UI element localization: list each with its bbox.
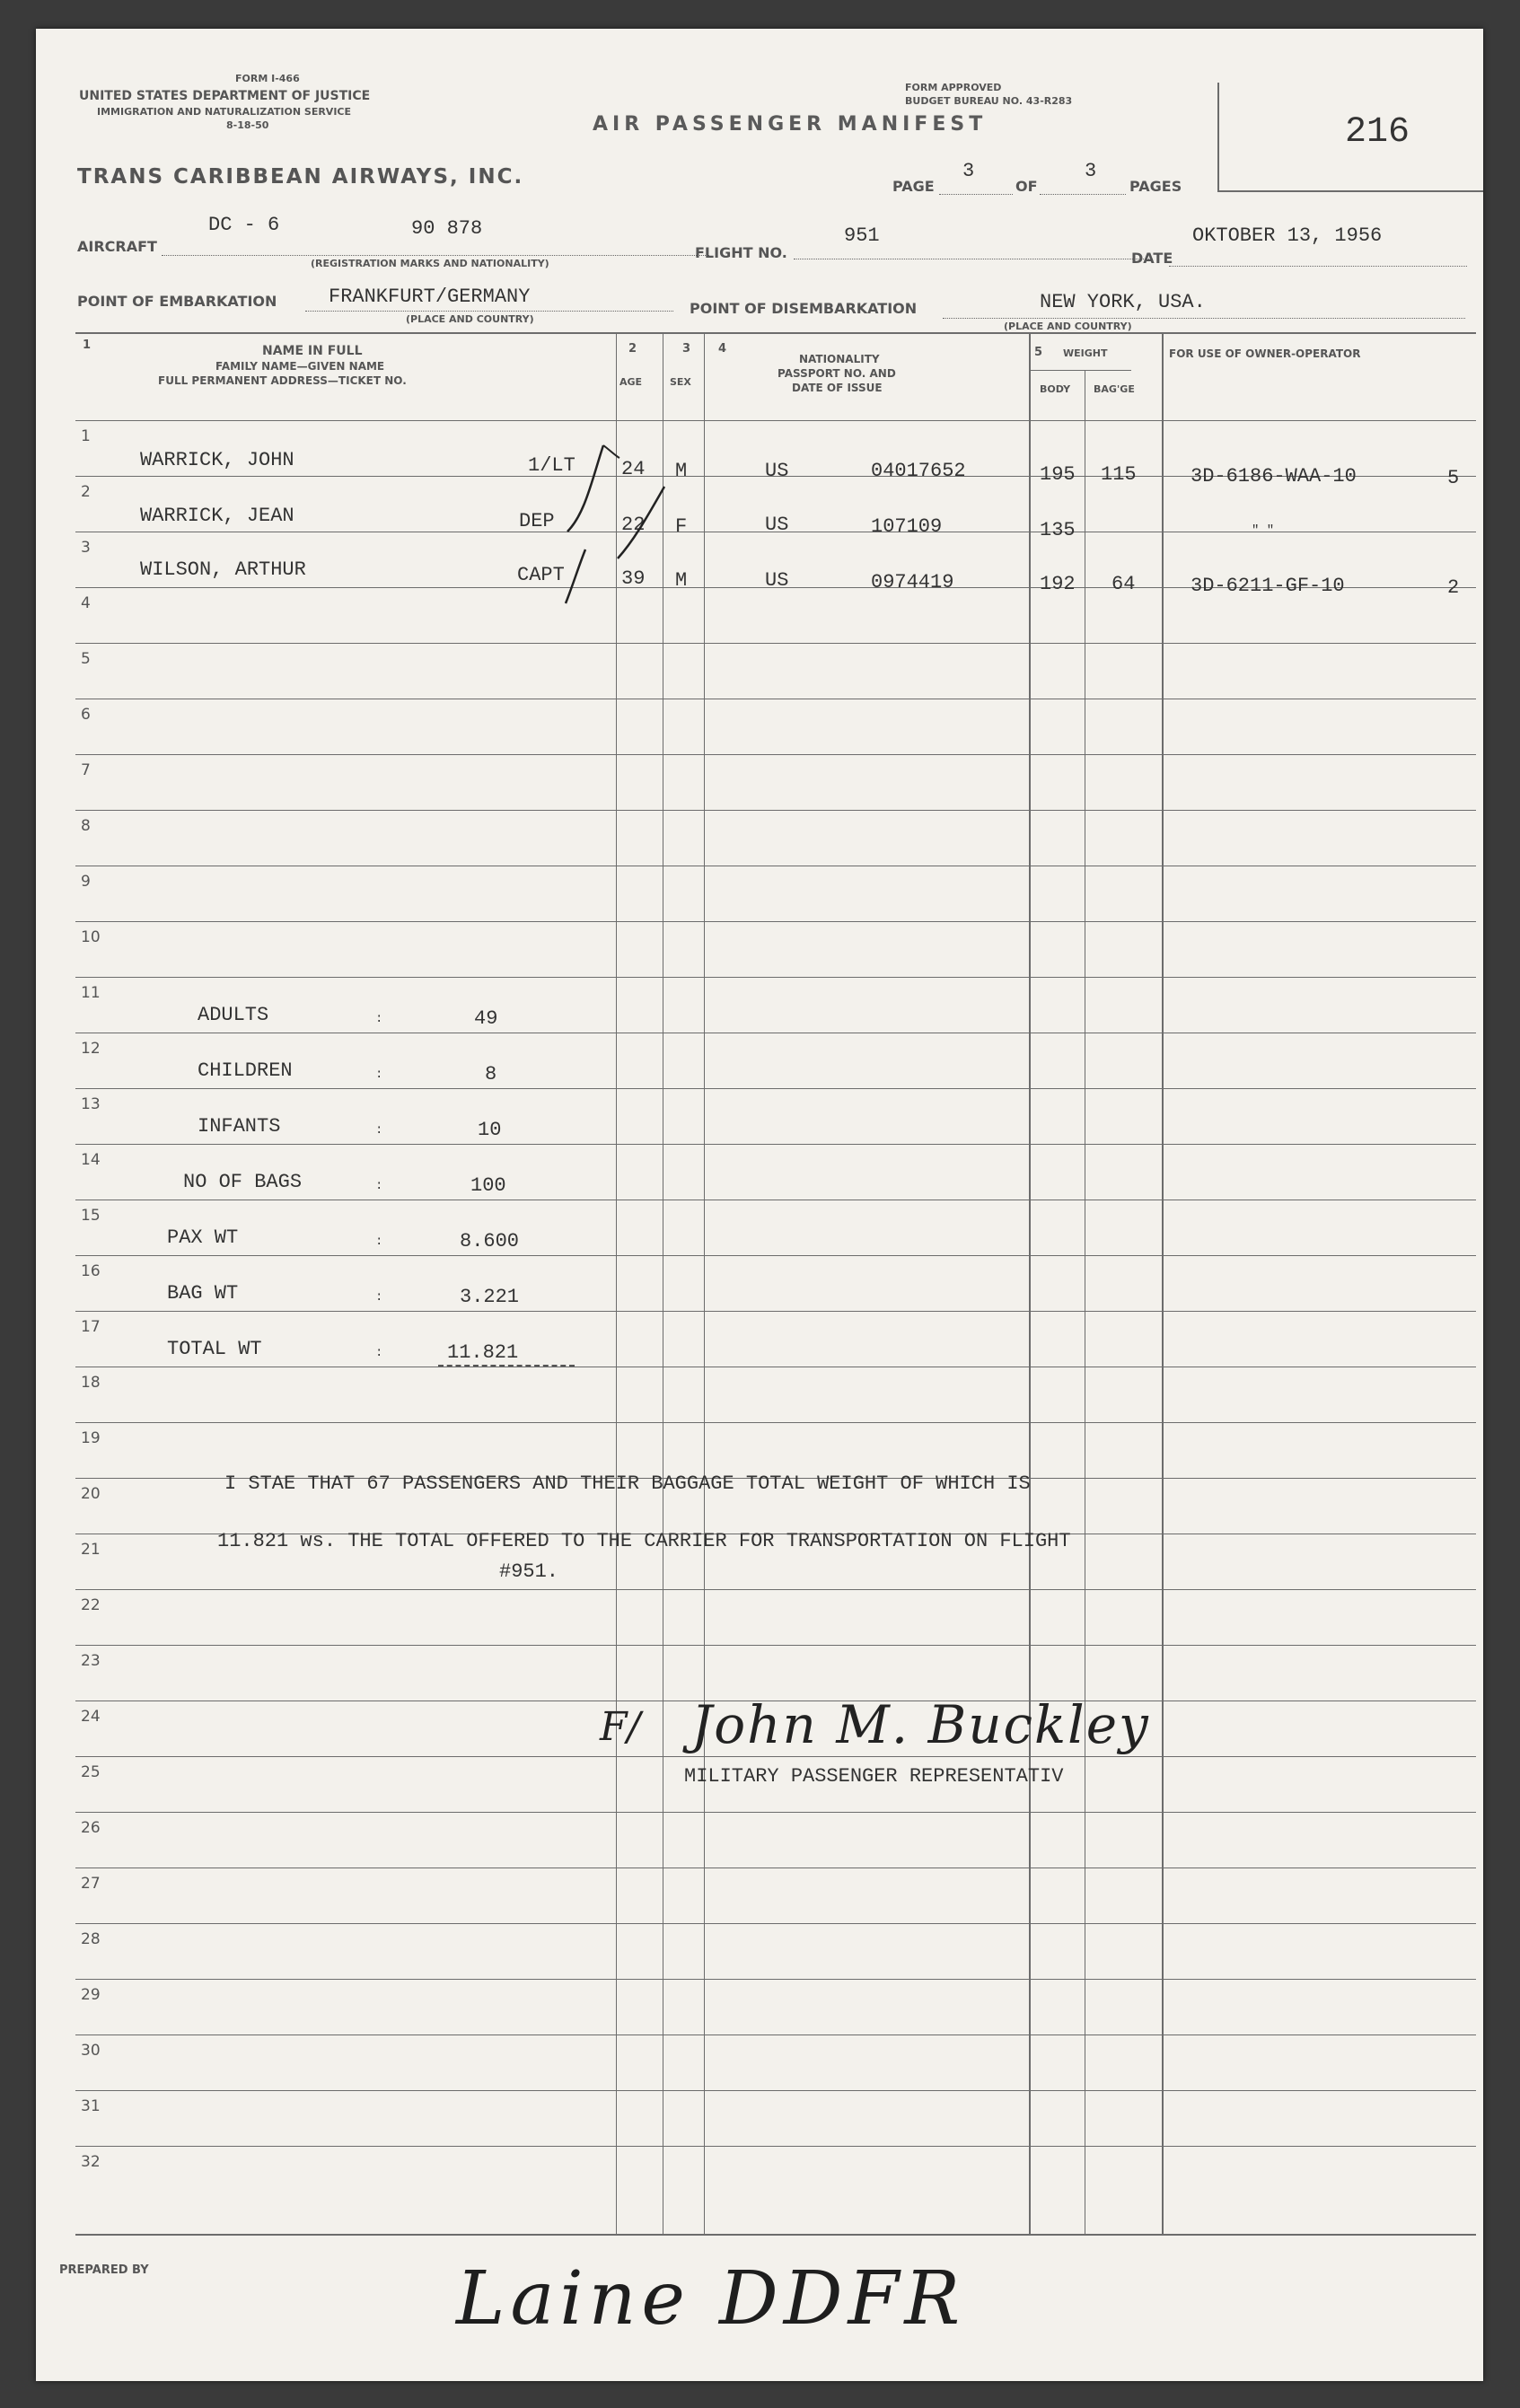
col3-sex: SEX: [670, 376, 691, 388]
table-top-rule: [75, 332, 1476, 334]
row-rule: [75, 1088, 1476, 1089]
prepared-label: PREPARED BY: [59, 2263, 149, 2277]
row-number: 7: [81, 761, 91, 779]
col4-passport: PASSPORT NO. AND: [778, 367, 896, 380]
total-value: 49: [474, 1007, 498, 1030]
col6-owner-operator: FOR USE OF OWNER-OPERATOR: [1169, 347, 1361, 360]
row-number: 25: [81, 1763, 101, 1781]
pages-label: PAGES: [1129, 178, 1182, 195]
disembark-caption: (PLACE AND COUNTRY): [1004, 321, 1132, 332]
passenger-bag-weight: 64: [1111, 573, 1136, 595]
embark-line: [305, 311, 673, 312]
row-number: 31: [81, 2097, 101, 2115]
of-label: OF: [1015, 178, 1038, 195]
col5-number: 5: [1034, 346, 1043, 359]
passenger-age: 24: [621, 458, 646, 480]
flight-label: FLIGHT NO.: [695, 244, 787, 261]
statement-line-2: 11.821 ws. THE TOTAL OFFERED TO THE CARRIER FOR TRANSPORTATION ON FLIGHT: [217, 1530, 1071, 1552]
passenger-sex: F: [675, 515, 688, 538]
passenger-name: WARRICK, JOHN: [140, 449, 294, 471]
row-rule: [75, 420, 1476, 421]
row-number: 5: [81, 650, 91, 668]
passenger-sex: M: [675, 569, 688, 592]
passenger-ticket: " ": [1252, 523, 1275, 538]
passenger-nationality: US: [765, 514, 789, 536]
total-label: ADULTS: [198, 1004, 269, 1026]
passenger-passport: 04017652: [871, 460, 966, 482]
disembark-label: POINT OF DISEMBARKATION: [690, 300, 918, 317]
signature-title: MILITARY PASSENGER REPRESENTATIV: [684, 1765, 1064, 1788]
row-rule: [75, 2034, 1476, 2035]
aircraft-type: DC - 6: [208, 214, 280, 236]
total-label: NO OF BAGS: [183, 1171, 303, 1193]
form-date: 8-18-50: [226, 119, 269, 131]
row-rule: [75, 810, 1476, 811]
row-number: 26: [81, 1819, 101, 1837]
col-line-body: [1029, 332, 1031, 2234]
row-rule: [75, 1422, 1476, 1423]
col2-age: AGE: [619, 376, 643, 388]
col4-date: DATE OF ISSUE: [792, 382, 883, 394]
col-line-owner: [1162, 332, 1164, 2234]
passenger-body-weight: 192: [1040, 573, 1076, 595]
row-number: 14: [81, 1151, 101, 1169]
date-label: DATE: [1131, 250, 1173, 267]
row-rule: [75, 1923, 1476, 1924]
row-rule: [75, 2146, 1476, 2147]
row-number: 32: [81, 2153, 101, 2171]
service: IMMIGRATION AND NATURALIZATION SERVICE: [97, 106, 352, 118]
col4-title: NATIONALITY: [799, 353, 880, 365]
aircraft-line: [162, 255, 709, 256]
table-bottom-rule: [75, 2234, 1476, 2236]
stamp-box-bottom: [1217, 190, 1483, 192]
col4-number: 4: [718, 342, 727, 356]
total-value: 3.221: [460, 1286, 520, 1308]
row-rule: [75, 1589, 1476, 1590]
registration-caption: (REGISTRATION MARKS AND NATIONALITY): [311, 258, 549, 269]
budget-bureau: BUDGET BUREAU NO. 43-R283: [905, 95, 1073, 107]
passenger-bag-weight: 115: [1101, 463, 1137, 486]
signature-handwritten: John M. Buckley: [691, 1694, 1150, 1755]
embark-caption: (PLACE AND COUNTRY): [406, 313, 534, 325]
row-number: 28: [81, 1930, 101, 1948]
row-rule: [75, 1144, 1476, 1145]
row-number: 10: [81, 928, 101, 946]
total-label: CHILDREN: [198, 1059, 293, 1082]
row-number: 13: [81, 1095, 101, 1113]
date-line: [1169, 266, 1467, 267]
total-label: BAG WT: [167, 1282, 239, 1305]
row-rule: [75, 1645, 1476, 1646]
col5-weight: WEIGHT: [1063, 347, 1108, 359]
of-value: 3: [1085, 160, 1097, 182]
total-colon: :: [375, 1290, 383, 1305]
row-number: 16: [81, 1262, 101, 1280]
passenger-sex: M: [675, 460, 688, 482]
row-rule: [75, 1756, 1476, 1757]
row-rule: [75, 1979, 1476, 1980]
row-number: 29: [81, 1986, 101, 2004]
passenger-passport: 107109: [871, 515, 943, 538]
row-number: 18: [81, 1374, 101, 1392]
form-number: FORM I-466: [235, 73, 300, 84]
passenger-ticket: 3D-6211-GF-10: [1191, 575, 1345, 597]
total-value: 10: [478, 1119, 502, 1141]
total-colon: :: [375, 1235, 383, 1249]
row-rule: [75, 2090, 1476, 2091]
date-value: OKTOBER 13, 1956: [1192, 224, 1383, 247]
row-rule: [75, 754, 1476, 755]
row-rule: [75, 1255, 1476, 1256]
disembark-line: [943, 318, 1465, 319]
row-number: 24: [81, 1708, 101, 1726]
row-number: 30: [81, 2042, 101, 2060]
passenger-extra: 2: [1447, 576, 1460, 599]
passenger-nationality: US: [765, 460, 789, 482]
row-number: 20: [81, 1485, 101, 1503]
passenger-passport: 0974419: [871, 571, 954, 593]
row-rule: [75, 1311, 1476, 1312]
row-number: 22: [81, 1596, 101, 1614]
page-value: 3: [962, 160, 975, 182]
row-number: 11: [81, 984, 101, 1002]
row-number: 9: [81, 873, 91, 891]
passenger-age: 22: [621, 514, 646, 536]
total-value: 8.600: [460, 1230, 520, 1252]
stamp-box-left: [1217, 83, 1219, 190]
manifest-title: AIR PASSENGER MANIFEST: [593, 113, 988, 136]
total-colon: :: [375, 1068, 383, 1082]
row-number: 4: [81, 594, 91, 612]
passenger-age: 39: [621, 567, 646, 590]
row-number: 27: [81, 1875, 101, 1893]
row-number: 15: [81, 1207, 101, 1225]
total-colon: :: [375, 1346, 383, 1360]
total-value: 8: [485, 1063, 497, 1085]
form-approved: FORM APPROVED: [905, 82, 1002, 93]
col-line-age: [616, 332, 617, 2234]
carrier-name: TRANS CARIBBEAN AIRWAYS, INC.: [77, 165, 524, 189]
total-label: INFANTS: [198, 1115, 281, 1138]
statement-line-1: I STAE THAT 67 PASSENGERS AND THEIR BAGGAGE TOTAL WEIGHT OF WHICH IS: [224, 1472, 1031, 1495]
registration: 90 878: [411, 217, 483, 240]
row-number: 23: [81, 1652, 101, 1670]
of-line: [1040, 194, 1126, 195]
stamp-number: 216: [1345, 112, 1410, 153]
total-colon: :: [375, 1012, 383, 1026]
row-rule: [75, 643, 1476, 644]
passenger-body-weight: 195: [1040, 463, 1076, 486]
col-line-nationality: [704, 332, 705, 2234]
flight-number: 951: [844, 224, 880, 247]
signature-prefix: F/: [600, 1704, 641, 1750]
statement-line-3: #951.: [499, 1560, 559, 1583]
total-colon: :: [375, 1123, 383, 1138]
passenger-name: WARRICK, JEAN: [140, 505, 294, 527]
col3-number: 3: [682, 342, 691, 356]
passenger-nationality: US: [765, 569, 789, 592]
passenger-rank: DEP: [519, 510, 555, 532]
check-marks: [36, 29, 37, 30]
row-number: 19: [81, 1429, 101, 1447]
embark-value: FRANKFURT/GERMANY: [329, 286, 531, 308]
manifest-sheet: [36, 29, 1483, 2381]
col1-subtitle: FAMILY NAME—GIVEN NAME: [215, 360, 385, 373]
row-rule: [75, 921, 1476, 922]
row-number: 6: [81, 706, 91, 724]
row-number: 2: [81, 483, 91, 501]
col5-baggage: BAG'GE: [1094, 383, 1135, 395]
col5-body: BODY: [1040, 383, 1071, 395]
passenger-name: WILSON, ARTHUR: [140, 558, 306, 581]
prepared-handwritten: Laine DDFR: [456, 2256, 966, 2342]
row-number: 1: [81, 427, 91, 445]
department: UNITED STATES DEPARTMENT OF JUSTICE: [79, 89, 371, 103]
total-value: 11.821: [447, 1341, 519, 1364]
col1-address: FULL PERMANENT ADDRESS—TICKET NO.: [158, 374, 407, 387]
row-number: 8: [81, 817, 91, 835]
passenger-extra: 5: [1447, 467, 1460, 489]
row-number: 3: [81, 539, 91, 557]
row-number: 17: [81, 1318, 101, 1336]
page-line: [939, 194, 1013, 195]
col1-number: 1: [83, 338, 92, 352]
page-label: PAGE: [892, 178, 935, 195]
passenger-rank: CAPT: [517, 564, 565, 586]
total-label: PAX WT: [167, 1226, 239, 1249]
passenger-rank: 1/LT: [528, 454, 575, 477]
total-underline: [438, 1365, 575, 1367]
disembark-value: NEW YORK, USA.: [1040, 291, 1206, 313]
row-rule: [75, 1812, 1476, 1813]
total-value: 100: [470, 1174, 506, 1197]
weight-sub-rule: [1031, 370, 1131, 371]
aircraft-label: AIRCRAFT: [77, 238, 157, 255]
col2-number: 2: [628, 342, 637, 356]
row-number: 12: [81, 1040, 101, 1058]
row-rule: [75, 977, 1476, 978]
passenger-ticket: 3D-6186-WAA-10: [1191, 465, 1357, 488]
total-colon: :: [375, 1179, 383, 1193]
row-number: 21: [81, 1541, 101, 1559]
passenger-body-weight: 135: [1040, 519, 1076, 541]
embark-label: POINT OF EMBARKATION: [77, 293, 277, 310]
total-label: TOTAL WT: [167, 1338, 262, 1360]
col1-title: NAME IN FULL: [262, 344, 363, 358]
